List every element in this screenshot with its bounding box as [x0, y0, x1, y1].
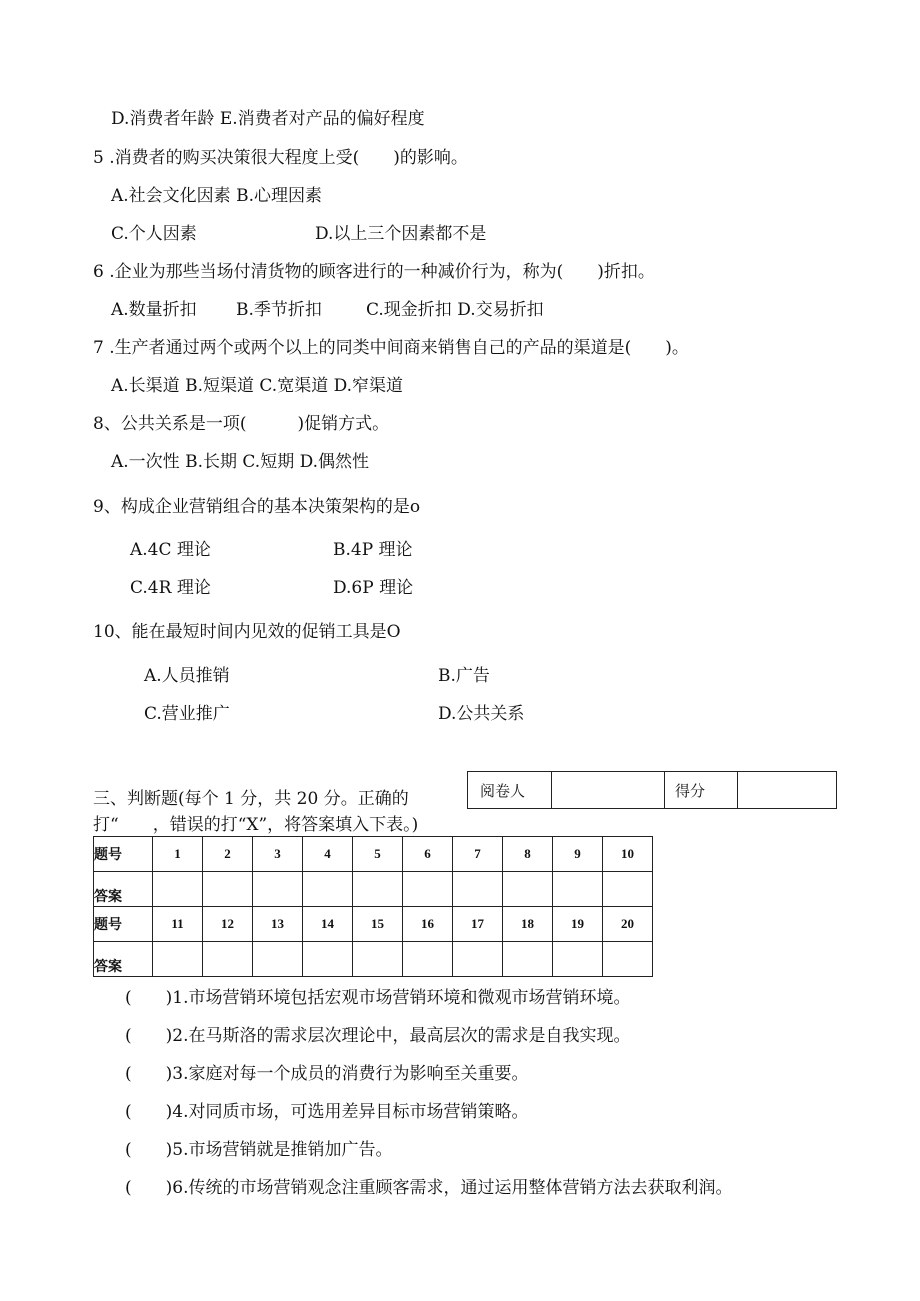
question-7-stem: 7 .生产者通过两个或两个以上的同类中间商来销售自己的产品的渠道是( )。: [93, 338, 689, 358]
answer-cell[interactable]: [453, 872, 503, 907]
question-9-option-d: D.6P 理论: [333, 578, 414, 598]
tf-item-4: ( )4.对同质市场，可选用差异目标市场营销策略。: [125, 1102, 529, 1122]
grading-box: [467, 771, 837, 809]
answer-cell[interactable]: [503, 942, 553, 977]
answer-cell[interactable]: [153, 942, 203, 977]
question-number-cell: 2: [203, 837, 253, 872]
question-6-stem: 6 .企业为那些当场付清货物的顾客进行的一种减价行为，称为( )折扣。: [93, 262, 655, 282]
answer-table: [93, 836, 653, 977]
score-label: 得分: [665, 772, 738, 809]
question-number-label: 题号: [94, 837, 153, 872]
question-number-cell: 20: [603, 907, 653, 942]
question-number-cell: 10: [603, 837, 653, 872]
question-9-option-c: C.4R 理论: [130, 578, 211, 598]
score-field[interactable]: [738, 772, 837, 809]
question-6-option-b: B.季节折扣: [236, 300, 322, 320]
reviewer-field[interactable]: [552, 772, 665, 809]
question-number-cell: 8: [503, 837, 553, 872]
answer-cell[interactable]: [353, 872, 403, 907]
answer-cell[interactable]: [503, 872, 553, 907]
answer-cell[interactable]: [353, 942, 403, 977]
question-8-options: A.一次性 B.长期 C.短期 D.偶然性: [111, 452, 370, 472]
question-number-cell: 17: [453, 907, 503, 942]
question-number-cell: 16: [403, 907, 453, 942]
question-number-cell: 7: [453, 837, 503, 872]
reviewer-label: 阅卷人: [468, 772, 552, 809]
question-9-option-b: B.4P 理论: [333, 540, 413, 560]
answer-cell[interactable]: [253, 942, 303, 977]
tf-item-3: ( )3.家庭对每一个成员的消费行为影响至关重要。: [125, 1064, 529, 1084]
question-number-cell: 9: [553, 837, 603, 872]
question-9-stem: 9、构成企业营销组合的基本决策架构的是o: [93, 497, 421, 517]
question-10-option-a: A.人员推销: [144, 666, 230, 686]
answer-label: 答案: [94, 872, 153, 907]
answer-cell[interactable]: [303, 942, 353, 977]
question-number-cell: 5: [353, 837, 403, 872]
question-number-label: 题号: [94, 907, 153, 942]
question-10-option-c: C.营业推广: [144, 704, 230, 724]
tf-item-5: ( )5.市场营销就是推销加广告。: [125, 1140, 393, 1160]
question-7-options: A.长渠道 B.短渠道 C.宽渠道 D.窄渠道: [111, 376, 404, 396]
question-number-cell: 13: [253, 907, 303, 942]
answer-cell[interactable]: [603, 872, 653, 907]
question-number-cell: 6: [403, 837, 453, 872]
answer-cell[interactable]: [553, 872, 603, 907]
question-number-cell: 18: [503, 907, 553, 942]
question-10-stem: 10、能在最短时间内见效的促销工具是O: [93, 622, 401, 642]
answer-cell[interactable]: [553, 942, 603, 977]
question-10-option-b: B.广告: [438, 666, 490, 686]
question-number-cell: 19: [553, 907, 603, 942]
question-number-cell: 12: [203, 907, 253, 942]
question-number-cell: 15: [353, 907, 403, 942]
answer-cell[interactable]: [303, 872, 353, 907]
question-6-options-cd: C.现金折扣 D.交易折扣: [366, 300, 544, 320]
question-9-option-a: A.4C 理论: [130, 540, 211, 560]
answer-cell[interactable]: [203, 872, 253, 907]
question-number-cell: 4: [303, 837, 353, 872]
question-6-option-a: A.数量折扣: [111, 300, 197, 320]
question-number-cell: 1: [153, 837, 203, 872]
tf-item-1: ( )1.市场营销环境包括宏观市场营销环境和微观市场营销环境。: [125, 988, 631, 1008]
answer-cell[interactable]: [203, 942, 253, 977]
question-5-option-c: C.个人因素: [111, 224, 197, 244]
section-3-title-line1: 三、判断题(每个 1 分，共 20 分。正确的: [93, 789, 409, 809]
answer-cell[interactable]: [403, 872, 453, 907]
tf-item-2: ( )2.在马斯洛的需求层次理论中，最高层次的需求是自我实现。: [125, 1026, 631, 1046]
answer-cell[interactable]: [153, 872, 203, 907]
answer-cell[interactable]: [403, 942, 453, 977]
answer-cell[interactable]: [603, 942, 653, 977]
question-5-stem: 5 .消费者的购买决策很大程度上受( )的影响。: [93, 148, 468, 168]
answer-cell[interactable]: [253, 872, 303, 907]
question-8-stem: 8、公共关系是一项( )促销方式。: [93, 414, 390, 434]
tf-item-6: ( )6.传统的市场营销观念注重顾客需求，通过运用整体营销方法去获取利润。: [125, 1178, 733, 1198]
question-number-cell: 3: [253, 837, 303, 872]
question-number-cell: 14: [303, 907, 353, 942]
question-number-cell: 11: [153, 907, 203, 942]
question-5-options-ab: A.社会文化因素 B.心理因素: [111, 186, 322, 206]
answer-cell[interactable]: [453, 942, 503, 977]
question-5-option-d: D.以上三个因素都不是: [315, 224, 487, 244]
question-10-option-d: D.公共关系: [438, 704, 525, 724]
section-3-title-line2: 打“ ，错误的打“X”，将答案填入下表。): [93, 815, 419, 835]
question-4-tail: D.消费者年龄 E.消费者对产品的偏好程度: [111, 109, 425, 129]
answer-label: 答案: [94, 942, 153, 977]
